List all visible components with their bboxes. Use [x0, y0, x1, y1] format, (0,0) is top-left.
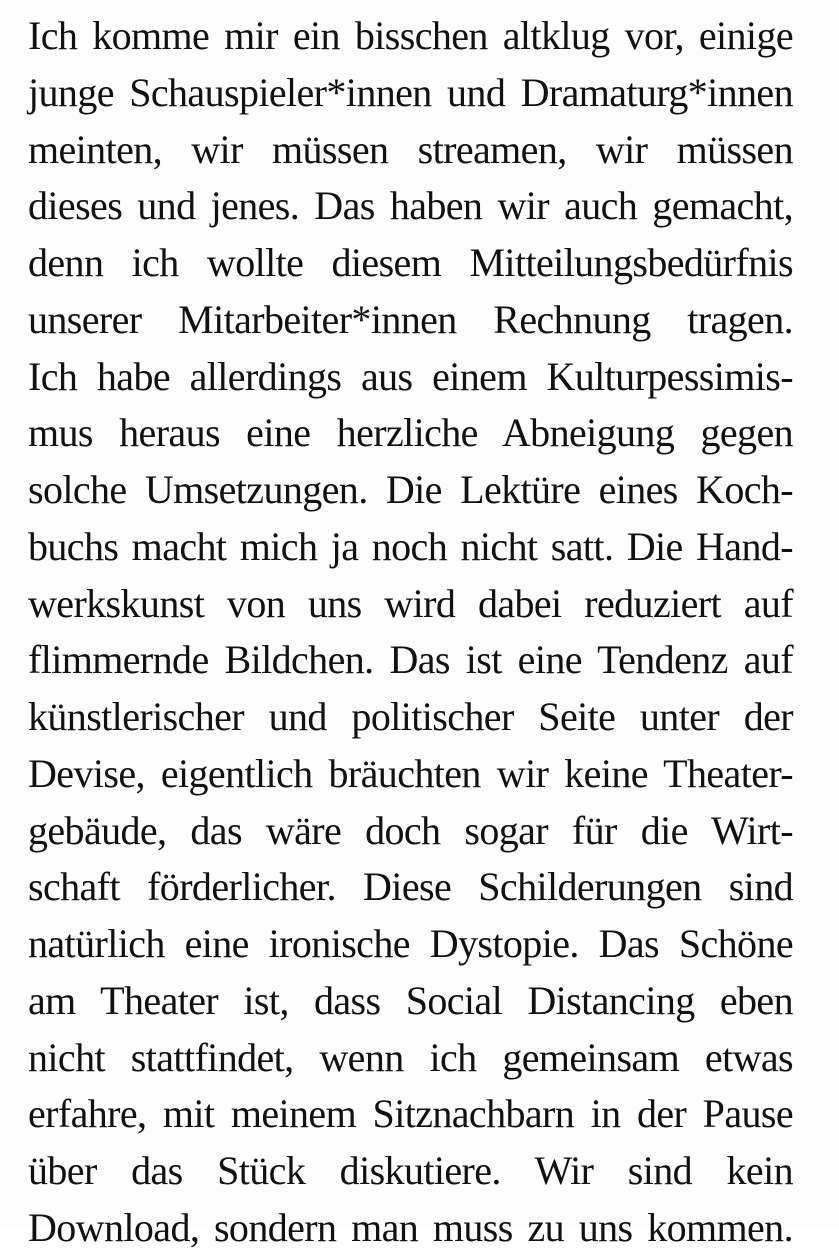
- text-line-content: mus heraus eine herzliche Abneigung gegen: [28, 410, 793, 456]
- text-line-content: buchs macht mich ja noch nicht satt. Die Hand-: [28, 523, 793, 569]
- text-line: [28, 405, 793, 462]
- text-line-content: schaft förderlicher. Diese Schilderungen sind: [28, 864, 793, 910]
- text-line-content: junge Schauspieler*innen und Dramaturg*innen: [28, 69, 793, 115]
- text-line: [28, 632, 793, 689]
- text-line: [28, 576, 793, 633]
- text-line: [28, 859, 793, 916]
- text-line: [28, 1030, 793, 1087]
- text-line: [28, 973, 793, 1030]
- text-line-content: erfahre, mit meinem Sitznachbarn in der Pause: [28, 1091, 793, 1137]
- text-line-content: natürlich eine ironische Dystopie. Das Schöne: [28, 921, 793, 966]
- text-line-content: denn ich wollte diesem Mitteilungsbedürfnis: [28, 240, 793, 285]
- text-line: [28, 349, 793, 406]
- text-line-content: nicht stattfindet, wenn ich gemeinsam etwas: [28, 1034, 793, 1080]
- text-line-content: solche Umsetzungen. Die Lektüre eines Koch-: [28, 467, 793, 512]
- text-line: [28, 235, 793, 292]
- text-line: [28, 292, 793, 349]
- text-line-content: über das Stück diskutiere. Wir sind kein: [28, 1148, 793, 1193]
- text-line: [28, 178, 793, 235]
- text-line-content: gebäude, das wäre doch sogar für die Wirt-: [28, 807, 793, 853]
- text-line-content: dieses und jenes. Das haben wir auch gemacht,: [28, 183, 793, 229]
- text-line: [28, 8, 793, 65]
- text-line: [28, 803, 793, 860]
- text-line: [28, 1086, 793, 1143]
- text-line: [28, 462, 793, 519]
- text-line-content: Devise, eigentlich bräuchten wir keine Theater-: [28, 750, 793, 796]
- text-line: [28, 746, 793, 803]
- text-line: [28, 122, 793, 179]
- text-line-content: unserer Mitarbeiter*innen Rechnung tragen.: [28, 296, 793, 342]
- text-line-content: künstlerischer und politischer Seite unter der: [28, 694, 793, 739]
- text-line-content: Ich habe allerdings aus einem Kulturpessimis-: [28, 353, 793, 399]
- text-line: [28, 65, 793, 122]
- text-line: [28, 1143, 793, 1200]
- text-line-content: meinten, wir müssen streamen, wir müssen: [28, 126, 793, 172]
- text-line: [28, 689, 793, 746]
- text-block: [28, 8, 793, 1257]
- text-line-content: Ich komme mir ein bisschen altklug vor, einige: [28, 13, 793, 58]
- text-line-content: werkskunst von uns wird dabei reduziert auf: [28, 580, 793, 626]
- text-line-content: flimmernde Bildchen. Das ist eine Tendenz auf: [28, 637, 793, 683]
- text-line-content: am Theater ist, dass Social Distancing eben: [28, 977, 793, 1023]
- text-line: [28, 916, 793, 973]
- text-line-content: Download, sondern man muss zu uns kommen.: [28, 1204, 793, 1250]
- text-line-last: [28, 1200, 793, 1257]
- text-line: [28, 519, 793, 576]
